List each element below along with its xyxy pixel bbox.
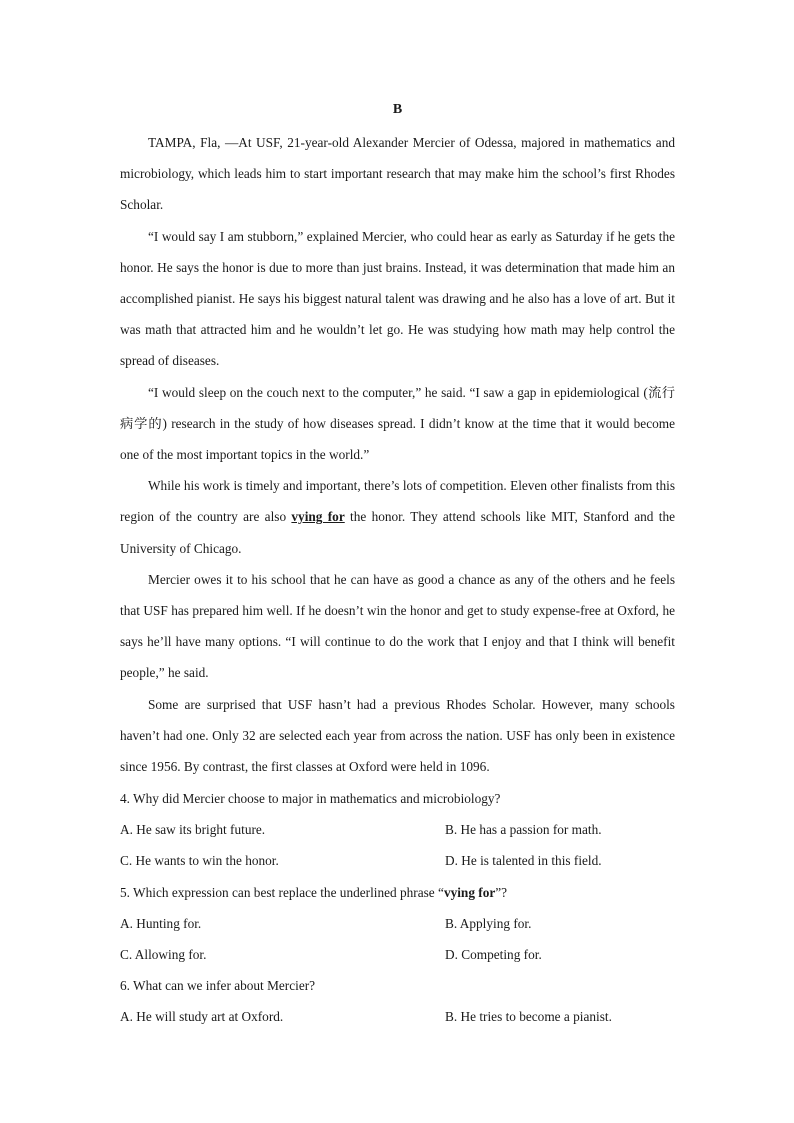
question-5-stem-after: ”? — [495, 884, 508, 900]
passage-paragraph-3: “I would sleep on the couch next to the computer,” he said. “I saw a gap in epidemiological (流行病学的) research in the study of how diseases spread. I didn’t know at the time that it would become one of the most important topics in the world.” — [120, 384, 675, 463]
question-5-option-d: D. Competing for. — [445, 946, 542, 962]
passage-paragraph-4 — [120, 470, 675, 564]
question-5-option-b: B. Applying for. — [445, 915, 532, 931]
question-5-stem-before: 5. Which expression can best replace the underlined phrase “ — [120, 884, 444, 900]
question-4-option-b: B. He has a passion for math. — [445, 822, 602, 838]
question-5-stem-phrase: vying for — [443, 884, 496, 900]
paragraph-4-text-after: the honor. They attend schools like MIT, Stanford and the University of Chicago. — [120, 509, 675, 556]
question-4-option-d: D. He is talented in this field. — [445, 853, 602, 869]
passage-paragraph-5: Mercier owes it to his school that he can have as good a chance as any of the others and he feels that USF has prepared him well. If he doesn’t win the honor and get to study expense-free at Oxford, he says he’ll have many options. “I will continue to do the work that I enjoy and that I think will benefit people,” he said. — [120, 571, 675, 681]
question-5-option-a: A. Hunting for. — [120, 915, 202, 931]
section-title: B — [392, 102, 403, 117]
questions-section — [120, 783, 675, 1033]
question-6-option-b: B. He tries to become a pianist. — [445, 1009, 612, 1025]
passage-paragraph-6: Some are surprised that USF hasn’t had a previous Rhodes Scholar. However, many schools haven’t had one. Only 32 are selected each year from across the nation. USF has only been in existence since 1956. By contrast, the first classes at Oxford were held in 1096. — [120, 696, 675, 775]
question-5-option-c: C. Allowing for. — [120, 946, 207, 962]
question-5-options-row-2 — [120, 939, 675, 970]
question-6-stem: 6. What can we infer about Mercier? — [120, 978, 316, 994]
underlined-phrase: vying for — [291, 509, 345, 525]
question-6-options-row-1 — [120, 1001, 675, 1032]
question-4-option-a: A. He saw its bright future. — [120, 822, 266, 838]
passage-paragraph-2: “I would say I am stubborn,” explained Mercier, who could hear as early as Saturday if he gets the honor. He says the honor is due to more than just brains. Instead, it was determination that made him an accomplished pianist. He says his biggest natural talent was drawing and he also has a love of art. But it was math that attracted him and he wouldn’t let go. He was studying how math may help control the spread of diseases. — [120, 228, 675, 369]
question-4-options-row-2 — [120, 845, 675, 876]
paragraph-4-text-before: While his work is timely and important, there’s lots of competition. Eleven other finalists from this region of the country are also — [120, 478, 675, 525]
question-4-stem: 4. Why did Mercier choose to major in mathematics and microbiology? — [120, 791, 501, 806]
question-5-options-row-1 — [120, 908, 675, 939]
passage-paragraph-1: TAMPA, Fla, —At USF, 21-year-old Alexander Mercier of Odessa, majored in mathematics and microbiology, which leads him to start important research that may make him the school’s first Rhodes Scholar. — [120, 135, 675, 213]
reading-passage — [120, 127, 675, 782]
question-5-stem — [120, 877, 675, 908]
question-4-option-c: C. He wants to win the honor. — [120, 853, 279, 869]
question-4-options-row-1 — [120, 814, 675, 845]
question-6-option-a: A. He will study art at Oxford. — [120, 1009, 284, 1025]
